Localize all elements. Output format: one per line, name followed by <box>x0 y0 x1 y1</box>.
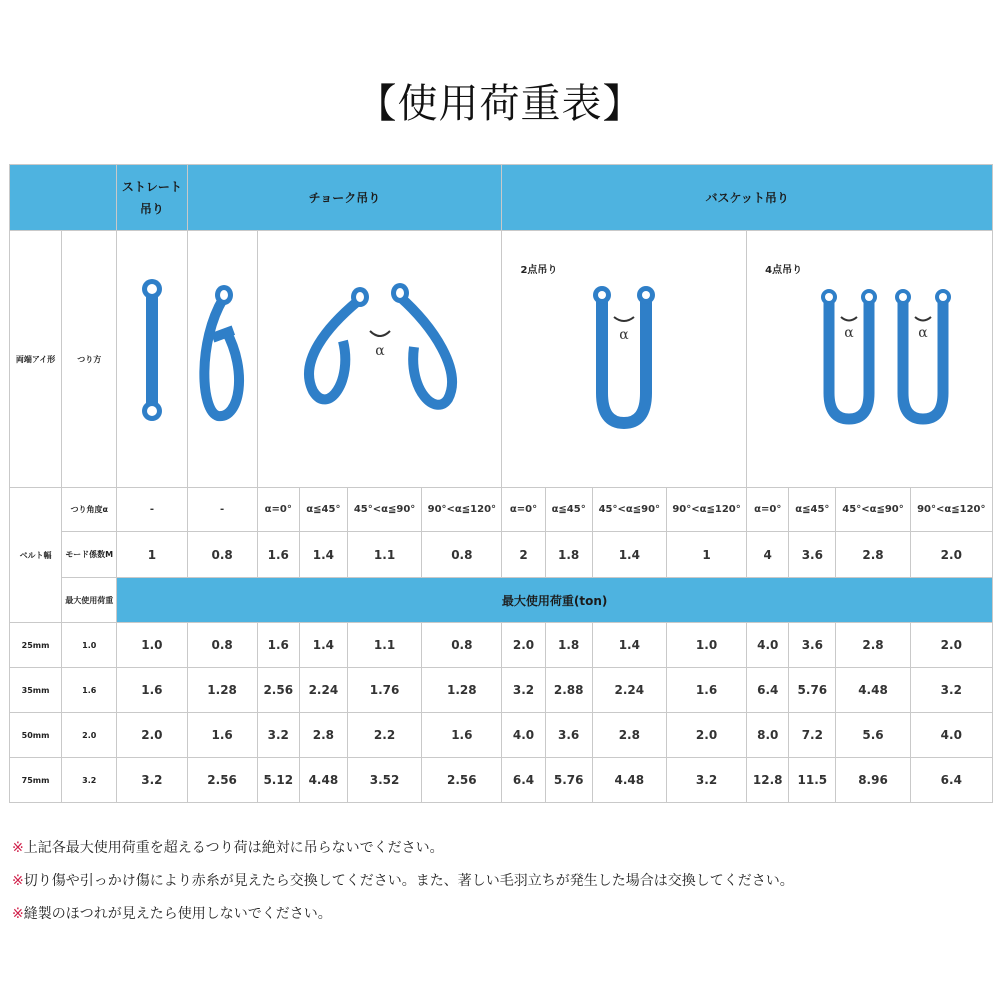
note-line <box>12 865 992 898</box>
angle-row <box>10 488 993 532</box>
belt-width-cell: 75mm <box>10 758 62 803</box>
mode-cell: 1.1 <box>347 532 421 578</box>
mode-cell: 0.8 <box>422 532 502 578</box>
load-cell: 5.12 <box>257 758 299 803</box>
header-basket: バスケット吊り <box>502 165 993 231</box>
load-cell: 1.28 <box>422 668 502 713</box>
load-cell: 1.6 <box>117 668 187 713</box>
notes-section <box>12 832 992 931</box>
max-load-unit-header: 最大使用荷重(ton) <box>117 578 993 623</box>
belt-width-cell: 35mm <box>10 668 62 713</box>
load-table <box>9 164 993 803</box>
mode-factor-label: モード係数M <box>62 532 117 578</box>
basket-2pt-figure-cell <box>502 231 747 488</box>
load-cell: 1.28 <box>187 668 257 713</box>
load-cell: 3.2 <box>502 668 545 713</box>
belt-load-cell: 1.6 <box>62 668 117 713</box>
note-mark: ※ <box>12 906 24 922</box>
load-cell: 6.4 <box>502 758 545 803</box>
load-cell: 0.8 <box>187 623 257 668</box>
angle-cell: 45°<α≦90° <box>592 488 666 532</box>
load-cell: 2.8 <box>299 713 347 758</box>
load-cell: 4.48 <box>836 668 910 713</box>
straight-sling-figure <box>117 231 187 483</box>
belt-width-label: ベルト幅 <box>10 488 62 623</box>
angle-cell: α=0° <box>502 488 545 532</box>
load-cell: 1.4 <box>592 623 666 668</box>
mode-cell: 3.6 <box>789 532 836 578</box>
load-cell: 5.6 <box>836 713 910 758</box>
load-cell: 1.4 <box>299 623 347 668</box>
mode-cell: 0.8 <box>187 532 257 578</box>
basket-4pt-alpha-right: α <box>918 325 928 341</box>
load-cell: 2.56 <box>187 758 257 803</box>
load-cell: 8.0 <box>747 713 789 758</box>
angle-cell: α≦45° <box>789 488 836 532</box>
note-mark: ※ <box>12 873 24 889</box>
belt-load-cell: 3.2 <box>62 758 117 803</box>
angle-cell: α≦45° <box>545 488 592 532</box>
eye-shape-label: 両端アイ形 <box>10 231 62 488</box>
mode-cell: 1 <box>666 532 746 578</box>
angle-cell: α≦45° <box>299 488 347 532</box>
load-cell: 3.2 <box>117 758 187 803</box>
note-line <box>12 898 992 931</box>
basket-4pt-figure-cell <box>747 231 993 488</box>
load-cell: 3.6 <box>789 623 836 668</box>
mode-cell: 1.6 <box>257 532 299 578</box>
load-cell: 2.0 <box>117 713 187 758</box>
load-cell: 3.2 <box>257 713 299 758</box>
note-text: 切り傷や引っかけ傷により赤糸が見えたら交換してください。また、著しい毛羽立ちが発生した場合は交換してください。 <box>23 873 794 889</box>
load-cell: 1.6 <box>666 668 746 713</box>
angle-label: つり角度α <box>62 488 117 532</box>
table-row <box>10 668 993 713</box>
mode-cell: 1.4 <box>299 532 347 578</box>
mode-cell: 4 <box>747 532 789 578</box>
load-cell: 2.8 <box>836 623 910 668</box>
basket-2pt-label: 2点吊り <box>520 265 558 276</box>
choke-single-figure-cell <box>187 231 257 488</box>
load-cell: 2.56 <box>422 758 502 803</box>
load-cell: 11.5 <box>789 758 836 803</box>
load-cell: 1.6 <box>257 623 299 668</box>
load-cell: 2.0 <box>910 623 992 668</box>
load-cell: 6.4 <box>910 758 992 803</box>
load-table-wrapper <box>9 164 993 801</box>
load-cell: 1.6 <box>422 713 502 758</box>
choke-single-figure <box>188 231 258 483</box>
load-cell: 1.1 <box>347 623 421 668</box>
load-cell: 5.76 <box>545 758 592 803</box>
load-cell: 7.2 <box>789 713 836 758</box>
mode-cell: 2 <box>502 532 545 578</box>
note-text: 縫製のほつれが見えたら使用しないでください。 <box>23 906 332 922</box>
load-cell: 4.48 <box>299 758 347 803</box>
choke-pair-figure-cell <box>257 231 502 488</box>
angle-cell: 90°<α≦120° <box>422 488 502 532</box>
angle-cell: α=0° <box>257 488 299 532</box>
table-row <box>10 758 993 803</box>
figure-row <box>10 231 993 488</box>
header-blank <box>10 165 117 231</box>
load-cell: 5.76 <box>789 668 836 713</box>
mode-cell: 1.8 <box>545 532 592 578</box>
basket-2pt-alpha: α <box>619 327 630 343</box>
header-choke: チョーク吊り <box>187 165 502 231</box>
note-mark: ※ <box>12 840 24 856</box>
load-cell: 1.8 <box>545 623 592 668</box>
basket-4pt-alpha-left: α <box>844 325 854 341</box>
belt-load-cell: 2.0 <box>62 713 117 758</box>
angle-cell: 90°<α≦120° <box>666 488 746 532</box>
load-cell: 3.2 <box>666 758 746 803</box>
load-cell: 1.76 <box>347 668 421 713</box>
load-cell: 2.0 <box>666 713 746 758</box>
load-cell: 2.56 <box>257 668 299 713</box>
load-cell: 3.52 <box>347 758 421 803</box>
load-cell: 4.0 <box>747 623 789 668</box>
max-load-header-row <box>10 578 993 623</box>
angle-cell: 90°<α≦120° <box>910 488 992 532</box>
table-header-row <box>10 165 993 231</box>
load-cell: 2.0 <box>502 623 545 668</box>
load-cell: 4.48 <box>592 758 666 803</box>
note-text: 上記各最大使用荷重を超えるつり荷は絶対に吊らないでください。 <box>23 840 444 856</box>
belt-load-cell: 1.0 <box>62 623 117 668</box>
angle-cell: 45°<α≦90° <box>836 488 910 532</box>
mode-cell: 1.4 <box>592 532 666 578</box>
table-row <box>10 713 993 758</box>
mode-cell: 2.0 <box>910 532 992 578</box>
mode-cell: 1 <box>117 532 187 578</box>
load-cell: 1.0 <box>666 623 746 668</box>
load-cell: 3.2 <box>910 668 992 713</box>
belt-width-cell: 50mm <box>10 713 62 758</box>
load-cell: 1.6 <box>187 713 257 758</box>
load-cell: 2.8 <box>592 713 666 758</box>
table-row <box>10 623 993 668</box>
choke-alpha-label: α <box>374 343 385 359</box>
load-cell: 6.4 <box>747 668 789 713</box>
load-cell: 1.0 <box>117 623 187 668</box>
load-cell: 4.0 <box>502 713 545 758</box>
load-cell: 2.24 <box>592 668 666 713</box>
mode-factor-row <box>10 532 993 578</box>
note-line <box>12 832 992 865</box>
angle-cell: - <box>117 488 187 532</box>
load-cell: 2.2 <box>347 713 421 758</box>
page-title: 【使用荷重表】 <box>356 81 644 127</box>
mode-cell: 2.8 <box>836 532 910 578</box>
load-cell: 12.8 <box>747 758 789 803</box>
load-cell: 0.8 <box>422 623 502 668</box>
hanging-method-label: つり方 <box>62 231 117 488</box>
angle-cell: α=0° <box>747 488 789 532</box>
angle-cell: - <box>187 488 257 532</box>
max-load-label: 最大使用荷重 <box>62 578 117 623</box>
load-cell: 2.88 <box>545 668 592 713</box>
load-cell: 3.6 <box>545 713 592 758</box>
straight-figure-cell <box>117 231 187 488</box>
basket-4pt-label: 4点吊り <box>765 265 803 276</box>
belt-width-cell: 25mm <box>10 623 62 668</box>
load-cell: 4.0 <box>910 713 992 758</box>
choke-pair-figure <box>258 231 502 483</box>
angle-cell: 45°<α≦90° <box>347 488 421 532</box>
load-cell: 8.96 <box>836 758 910 803</box>
load-cell: 2.24 <box>299 668 347 713</box>
header-straight: ストレート吊り <box>117 165 187 231</box>
